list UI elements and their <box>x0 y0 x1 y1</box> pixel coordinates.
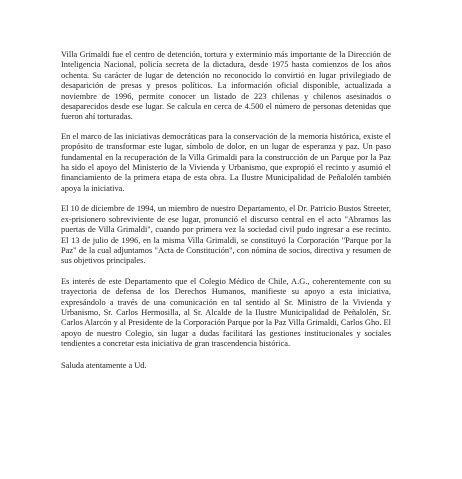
letter-body <box>61 50 391 379</box>
paragraph-villa-grimaldi-history: Villa Grimaldi fue el centro de detención, tortura y exterminio más importante de la Dirección de Inteligencia Nacional, policía secreta de la dictadura, desde 1975 hasta comienzos de los años ochenta. Su carácter de lugar de detención no reconocido lo convirtió en lugar privilegiado de desaparición de presas y presos políticos. La información oficial disponible, actualizada a noviembre de 1996, permite conocer un listado de 223 chilenas y chilenos asesinados o desaparecidos desde ese lugar. Se calcula en cerca de 4.500 el número de personas detenidas que fueron ahí torturadas. <box>61 50 391 122</box>
paragraph-department-involvement: El 10 de diciembre de 1994, un miembro de nuestro Departamento, el Dr. Patricio Bustos Streeter, ex-prisionero sobreviviente de ese lugar, pronunció el discurso central en el acto "Abramos las puertas de Villa Grimaldi", cuando por primera vez la sociedad civil pudo ingresar a ese recinto. El 13 de julio de 1996, en la misma Villa Grimaldi, se constituyó la Corporación "Parque por la Paz" de la cual adjuntamos "Acta de Constitución", con nómina de socios, directiva y resumen de sus objetivos principales. <box>61 204 391 266</box>
closing-salutation: Saluda atentamente a Ud. <box>61 360 147 370</box>
paragraph-memory-initiatives: En el marco de las iniciativas democráticas para la conservación de la memoria histórica, existe el propósito de transformar este lugar, símbolo de dolor, en un lugar de esperanza y paz. Un paso fundamental en la recuperación de la Villa Grimaldi para la construcción de un Parque por la Paz ha sido el apoyo del Ministerio de la Vivienda y Urbanismo, que expropió el recinto y asumió el financiamiento de la primera etapa de esta obra. La Ilustre Municipalidad de Peñalolén también apoya la iniciativa. <box>61 131 391 193</box>
paragraph-request-support: Es interés de este Departamento que el Colegio Médico de Chile, A.G., coherentemente con su trayectoria de defensa de los Derechos Humanos, manifieste su apoyo a esta iniciativa, expresándolo a través de una comunicación en tal sentido al Sr. Ministro de la Vivienda y Urbanismo, Sr. Carlos Hermosilla, al Sr. Alcalde de la Ilustre Municipalidad de Peñalolén, Sr. Carlos Alarcón y al Presidente de la Corporación Parque por la Paz Villa Grimaldi, Carlos Gho. El apoyo de nuestro Colegio, sin lugar a dudas facilitará las gestiones institucionales y sociales tendientes a concretar esta iniciativa de gran trascendencia histórica. <box>61 276 391 349</box>
